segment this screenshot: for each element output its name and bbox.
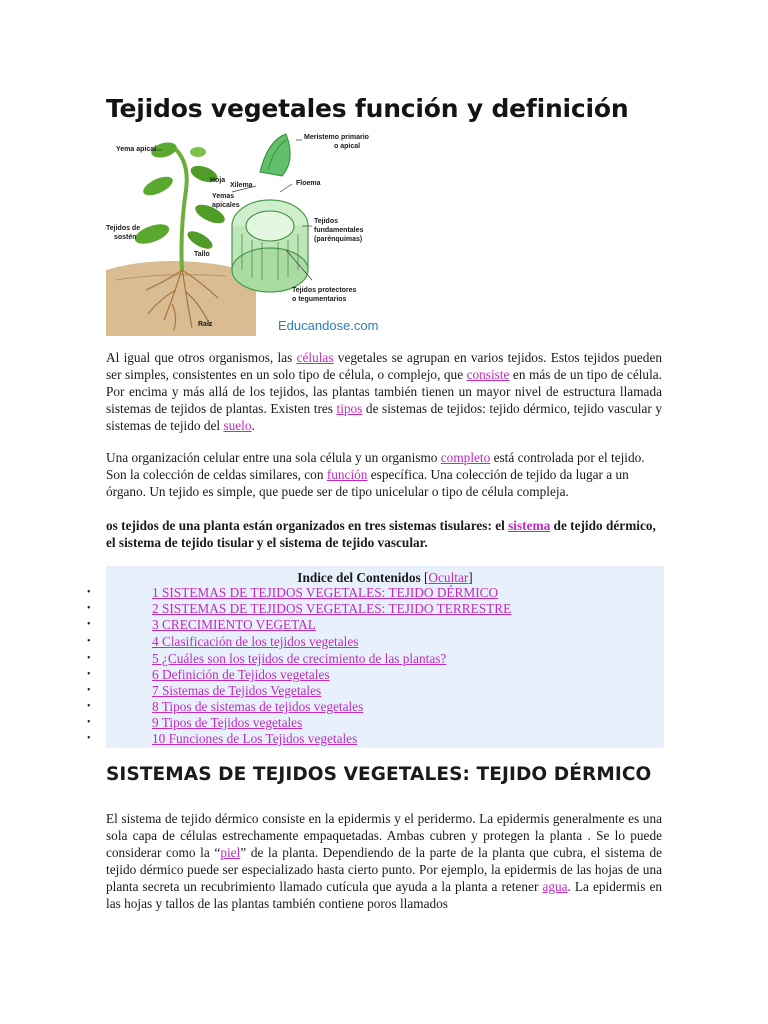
link-sistema[interactable]: sistema: [508, 518, 551, 533]
toc-item: [87, 617, 663, 633]
label-tallo: Tallo: [194, 251, 210, 258]
bullet-icon: •: [87, 701, 91, 712]
toc-item: [87, 667, 663, 683]
link-tipos[interactable]: tipos: [336, 401, 363, 416]
label-tejidos-de: Tejidos de: [106, 225, 141, 232]
label-apicales: apicales: [212, 202, 240, 209]
link-suelo[interactable]: suelo: [223, 418, 252, 433]
paragraph-organization: [106, 449, 662, 500]
link-funcion[interactable]: función: [326, 467, 368, 482]
text-span: El sistema de tejido dérmico consiste en la epidermis y el peridermo. La epidermis generalmente es una sola capa de células estrechamente empaquetadas. Ambas cubren y protegen la planta . Se lo puede considerar como la “: [106, 811, 662, 860]
paragraph-systems: [106, 517, 662, 551]
label-soston: sostén: [114, 234, 137, 241]
toc-bracket: ]: [468, 570, 473, 585]
bullet-icon: •: [87, 653, 91, 664]
text-span: os tejidos de una planta están organizados en tres sistemas tisulares: el: [106, 518, 509, 533]
toc-header: [107, 569, 663, 586]
toc-link-3[interactable]: 3 CRECIMIENTO VEGETAL: [152, 617, 316, 632]
label-meristemo-1: Meristemo primario: [304, 134, 369, 141]
link-celulas[interactable]: células: [296, 350, 334, 365]
label-protectores-2: o tegumentarios: [292, 296, 347, 303]
label-hoja: Hoja: [210, 177, 226, 184]
text-span: .: [251, 418, 255, 433]
label-fundamentales-2: fundamentales: [314, 227, 364, 234]
text-span: de tejido dérmico, el sistema de tejido tisular y el sistema de tejido vascular.: [106, 518, 656, 550]
toc-link-9[interactable]: 9 Tipos de Tejidos vegetales: [152, 715, 303, 730]
toc-bracket: [: [420, 570, 429, 585]
label-xilema: Xilema: [230, 182, 253, 189]
toc-link-10[interactable]: 10 Funciones de Los Tejidos vegetales: [152, 731, 358, 746]
text-span: está controlada por el tejido. Son la colección de celdas similares, con: [106, 450, 645, 482]
watermark-text: Educandose.com: [278, 318, 379, 333]
label-floema: Floema: [296, 180, 321, 187]
toc-link-8[interactable]: 8 Tipos de sistemas de tejidos vegetales: [152, 699, 364, 714]
label-protectores-1: Tejidos protectores: [292, 287, 357, 294]
label-yema-apical: Yema apical: [116, 146, 157, 153]
label-meristemo-2: o apical: [334, 143, 361, 150]
bullet-icon: •: [87, 685, 91, 696]
text-span: . La epidermis en las hojas y tallos de las plantas también contiene poros llamados: [106, 879, 662, 911]
toc-link-7[interactable]: 7 Sistemas de Tejidos Vegetales: [152, 683, 322, 698]
plant-diagram-illustration: [106, 130, 390, 336]
bullet-icon: •: [87, 603, 91, 614]
toc-item: [87, 731, 663, 747]
toc-item: [87, 683, 663, 699]
toc-item: [87, 699, 663, 715]
stem-shape: [172, 146, 187, 270]
text-span: Una organización celular entre una sola célula y un organismo: [106, 450, 441, 465]
text-span: vegetales se agrupan en varios tejidos. Estos tejidos pueden ser simples, consistentes en un solo tipo de célula, o complejo, que: [106, 350, 662, 382]
bullet-icon: •: [87, 636, 91, 647]
toc-link-4[interactable]: 4 Clasificación de los tejidos vegetales: [152, 634, 359, 649]
toc-item: [87, 585, 663, 601]
stem-cross-section-shape: [232, 200, 308, 292]
bullet-icon: •: [87, 619, 91, 630]
text-span: ” de la planta. Dependiendo de la parte de la planta que cubra, el sistema de tejido dérmico puede ser especializado hasta cierto punto. Por ejemplo, la epidermis de las hojas de una planta secreta un recubrimiento llamado cutícula que ayuda a la planta a retener: [106, 845, 662, 894]
toc-item: [87, 715, 663, 731]
link-consiste[interactable]: consiste: [466, 367, 510, 382]
toc-item: [87, 601, 663, 617]
text-span: en más de un tipo de célula. Por encima y más allá de los tejidos, las plantas también tienen un mayor nivel de estructura llamada sistemas de tejidos de plantas. Existen tres: [106, 367, 663, 416]
link-agua[interactable]: agua: [542, 879, 568, 894]
plant-tissues-figure: [106, 130, 390, 336]
paragraph-dermico: [106, 810, 662, 912]
link-completo[interactable]: completo: [440, 450, 491, 465]
toc-toggle-link[interactable]: Ocultar: [428, 570, 469, 585]
text-span: de sistemas de tejidos: tejido dérmico, tejido vascular y sistemas de tejido del: [106, 401, 662, 433]
label-fundamentales-3: (parénquimas): [314, 236, 363, 243]
toc-link-5[interactable]: 5 ¿Cuáles son los tejidos de crecimiento de las plantas?: [152, 651, 447, 666]
toc-title: Indice del Contenidos: [297, 570, 421, 585]
toc-item: [87, 634, 663, 650]
section-heading-dermico: SISTEMAS DE TEJIDOS VEGETALES: TEJIDO DÉRMICO: [106, 764, 652, 785]
label-yemas: Yemas: [212, 193, 235, 200]
bullet-icon: •: [87, 669, 91, 680]
link-piel[interactable]: piel: [220, 845, 241, 860]
bullet-icon: •: [87, 717, 91, 728]
page-title: Tejidos vegetales función y definición: [106, 94, 629, 123]
label-raiz: Raíz: [198, 321, 213, 328]
toc-link-1[interactable]: 1 SISTEMAS DE TEJIDOS VEGETALES: TEJIDO DÉRMICO: [152, 585, 499, 600]
label-fundamentales-1: Tejidos: [314, 218, 338, 225]
text-span: específica. Una colección de tejido da lugar a un órgano. Un tejido es simple, que puede ser de tipo unicelular o tipo de célula compleja.: [106, 467, 629, 499]
paragraph-intro: [106, 349, 662, 434]
table-of-contents: [87, 566, 664, 748]
bullet-icon: •: [87, 733, 91, 744]
toc-link-6[interactable]: 6 Definición de Tejidos vegetales: [152, 667, 330, 682]
toc-item: [87, 651, 663, 667]
bullet-icon: •: [87, 587, 91, 598]
text-span: Al igual que otros organismos, las: [106, 350, 297, 365]
toc-link-2[interactable]: 2 SISTEMAS DE TEJIDOS VEGETALES: TEJIDO TERRESTRE: [152, 601, 512, 616]
